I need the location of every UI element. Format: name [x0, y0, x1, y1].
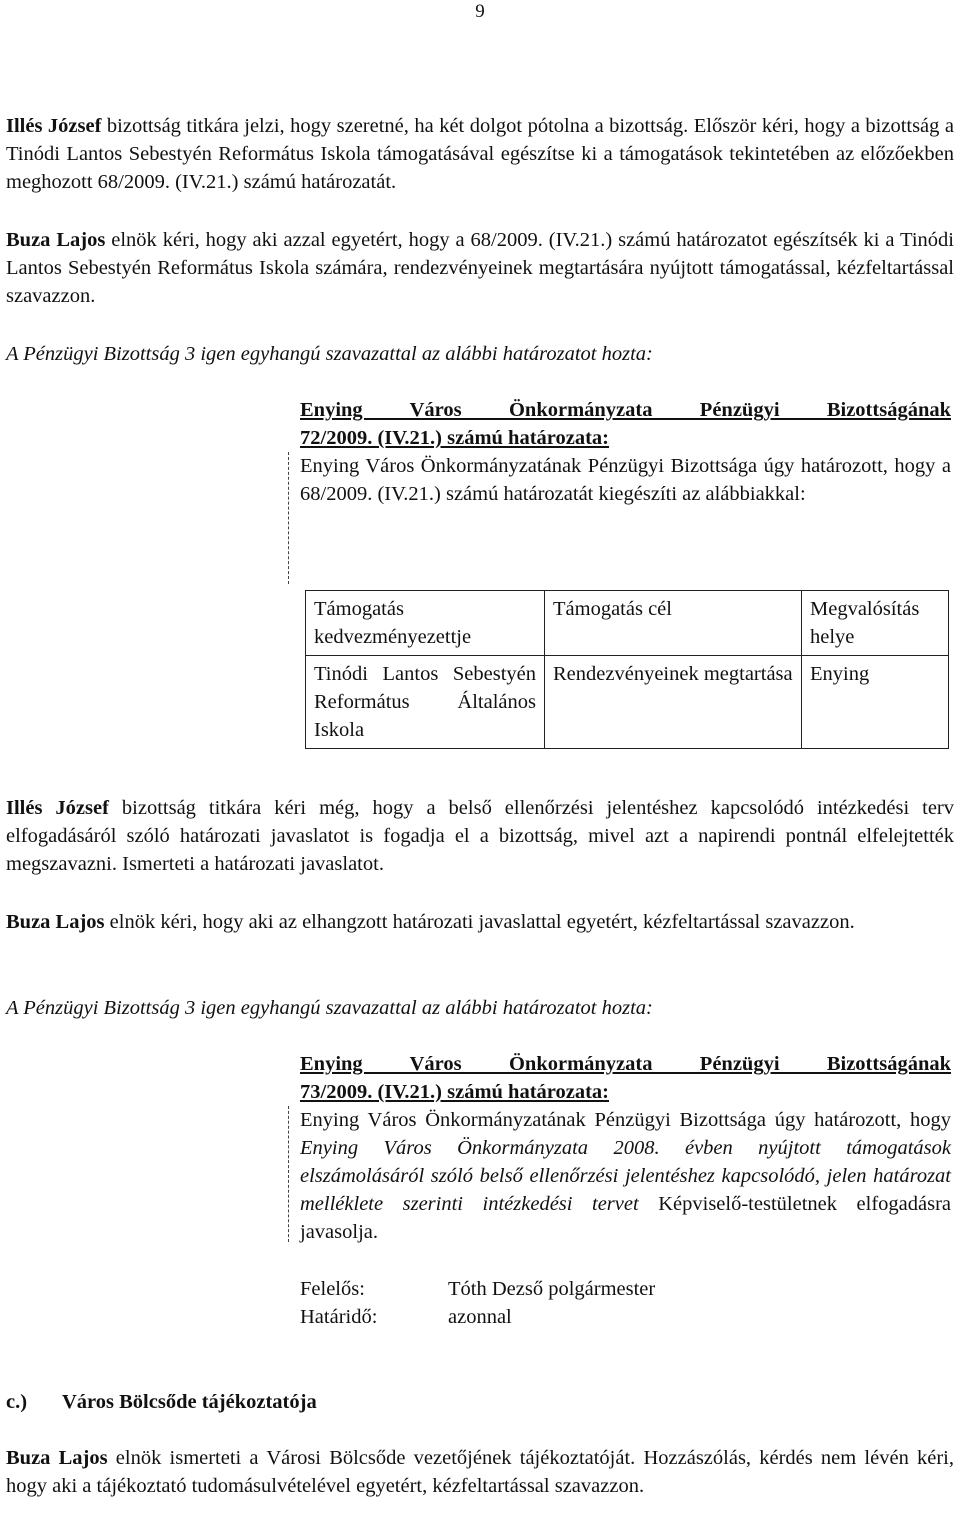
resolution-body-italic: Enying Város Önkormányzata 2008. évben nyújtott támogatások elszámolásáról szóló belső ellenőrzési jelentéshez kapcsolódó, jelen határozat melléklete szerinti intézkedési tervet [300, 1137, 951, 1215]
speaker-name: Illés József [6, 115, 102, 137]
table-cell-beneficiary: Tinódi Lantos Sebestyén Református Általános Iskola [306, 656, 545, 749]
section-heading [6, 1388, 317, 1416]
paragraph-text: elnök kéri, hogy aki azzal egyetért, hogy a 68/2009. (IV.21.) számú határozatot egészítsék ki a Tinódi Lantos Sebestyén Református Iskola számára, rendezvényeinek megtartására nyújtott támogatással, kézfeltartással szavazzon. [6, 229, 954, 307]
section-number: c.) [6, 1391, 28, 1413]
table-header-purpose: Támogatás cél [545, 591, 802, 656]
deadline-value: azonnal [448, 1306, 512, 1328]
deadline-label: Határidő: [300, 1306, 378, 1328]
page-number: 9 [475, 1, 485, 22]
responsible-label: Felelős: [300, 1278, 365, 1300]
resolution-body: Enying Város Önkormányzatának Pénzügyi Bizottsága úgy határozott, hogy a 68/2009. (IV.21.) számú határozatát kiegészíti az alábbiakkal: [300, 455, 951, 505]
resolution-title-line2: 72/2009. (IV.21.) számú határozata: [300, 427, 610, 449]
speaker-name: Buza Lajos [6, 1447, 108, 1469]
table-cell-purpose: Rendezvényeinek megtartása [545, 656, 802, 749]
resolution-72 [285, 396, 951, 508]
responsible-value: Tóth Dezső polgármester [448, 1278, 656, 1300]
responsible-row [300, 1275, 655, 1303]
paragraph-text: elnök kéri, hogy aki az elhangzott határozati javaslattal egyetért, kézfeltartással szavazzon. [104, 911, 855, 933]
speaker-name: Buza Lajos [6, 229, 106, 251]
table-header-row [306, 591, 949, 656]
table-cell-location: Enying [802, 656, 949, 749]
paragraph-buza-2 [6, 908, 954, 936]
resolution-title-line2: 73/2009. (IV.21.) számú határozata: [300, 1081, 610, 1103]
support-table [305, 590, 949, 749]
vote-statement-2: A Pénzügyi Bizottság 3 igen egyhangú szavazattal az alábbi határozatot hozta: [6, 997, 653, 1019]
paragraph-text: bizottság titkára jelzi, hogy szeretné, ha két dolgot pótolna a bizottság. Először kéri, hogy a bizottság a Tinódi Lantos Sebestyén Református Iskola támogatásával egészítse ki a támogatások tekintetében az előzőekben meghozott 68/2009. (IV.21.) számú határozatát. [6, 115, 954, 193]
paragraph-text: elnök ismerteti a Városi Bölcsőde vezetőjének tájékoztatóját. Hozzászólás, kérdés nem lévén kéri, hogy aki a tájékoztató tudomásulvételével egyetért, kézfeltartással szavazzon. [6, 1447, 954, 1497]
resolution-title [300, 396, 951, 452]
speaker-name: Buza Lajos [6, 911, 105, 933]
paragraph-buza-3 [6, 1444, 954, 1500]
table-header-beneficiary: Támogatás kedvezményezettje [306, 591, 545, 656]
resolution-73 [285, 1050, 951, 1246]
resolution-body [300, 1106, 951, 1246]
resolution-title [300, 1050, 951, 1106]
paragraph-illes-1 [6, 112, 954, 196]
paragraph-buza-1 [6, 226, 954, 310]
paragraph-text: bizottság titkára kéri még, hogy a belső ellenőrzési jelentéshez kapcsolódó intézkedési terv elfogadásáról szóló határozati javaslatot is fogadja el a bizottság, mivel azt a napirendi pontnál elfelejtették megszavazni. Ismerteti a határozati javaslatot. [6, 797, 954, 875]
vote-statement-1: A Pénzügyi Bizottság 3 igen egyhangú szavazattal az alábbi határozatot hozta: [6, 343, 653, 365]
resolution-title-line1: Enying Város Önkormányzata Pénzügyi Bizottságának [300, 399, 951, 421]
paragraph-illes-2 [6, 794, 954, 878]
speaker-name: Illés József [6, 797, 109, 819]
section-title: Város Bölcsőde tájékoztatója [62, 1391, 317, 1413]
deadline-row [300, 1303, 655, 1331]
responsibility-block [300, 1275, 655, 1331]
table-row [306, 656, 949, 749]
resolution-body-start: Enying Város Önkormányzatának Pénzügyi Bizottsága úgy határozott, hogy [300, 1109, 951, 1131]
resolution-body-end: Képviselő-testületnek elfogadásra javasolja. [300, 1193, 951, 1243]
resolution-title-line1: Enying Város Önkormányzata Pénzügyi Bizottságának [300, 1053, 951, 1075]
table-header-location: Megvalósítás helye [802, 591, 949, 656]
